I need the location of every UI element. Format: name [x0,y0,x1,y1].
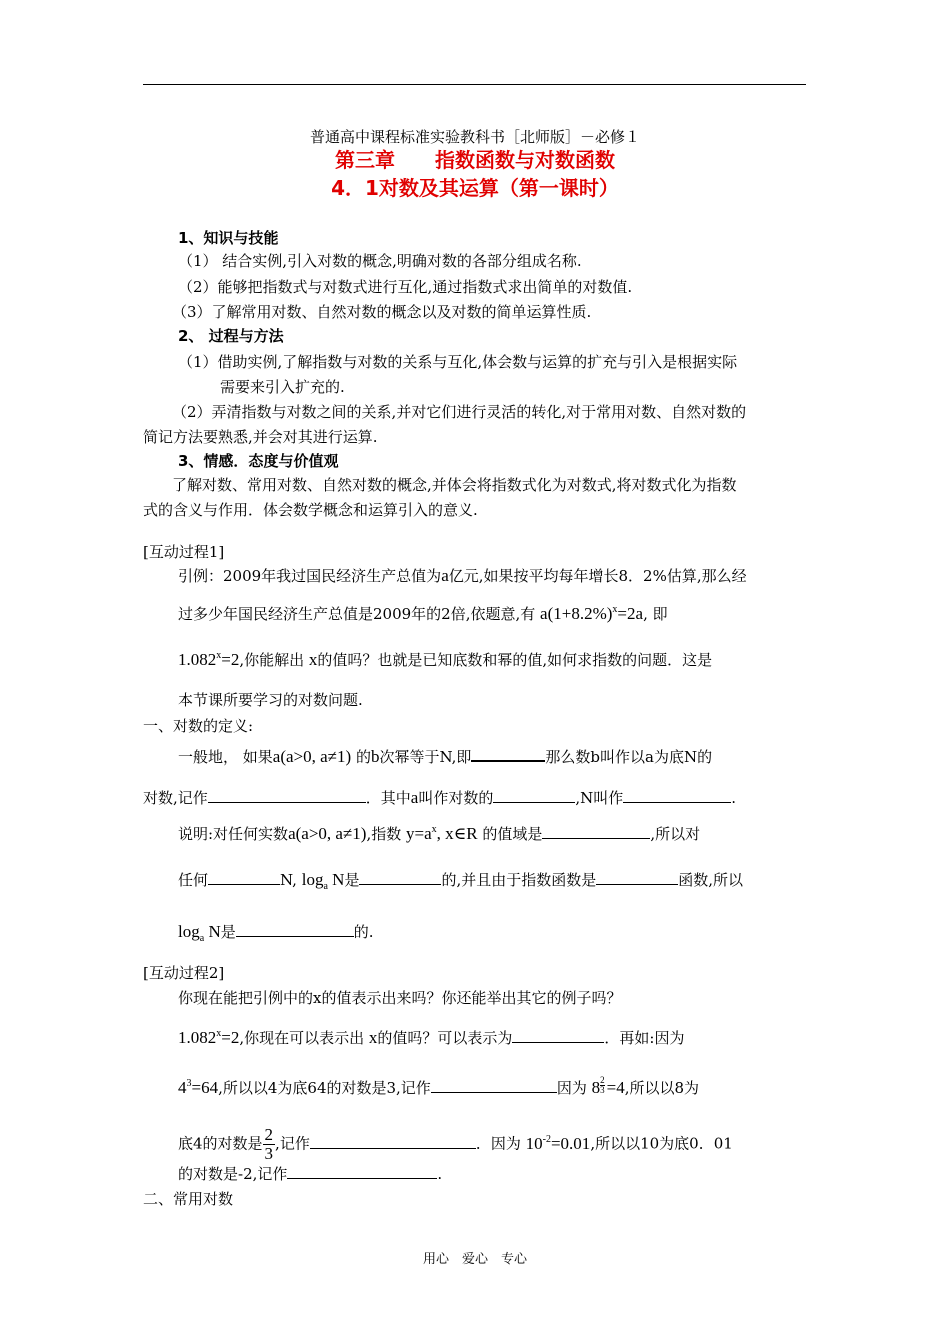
blank-log10-001[interactable] [287,1164,437,1179]
goal-3a: 了解对数、常用对数、自然对数的概念,并体会将指数式化为对数式,将对数式化为指数 [172,476,737,494]
blank-n-name[interactable] [623,788,731,803]
process2-line-2: $1.082^x=2$,你现在可以表示出 x的值吗？可以表示为 ．再如:因为 [178,1028,685,1047]
blank-function-type[interactable] [596,870,678,885]
process2-line-4: 底4的对数是 $\frac{2}{3}$ ,记作 ．因为 $10^{-2}=0.01$,所以以10为底0．01 [178,1125,733,1163]
goal-1-2: （2）能够把指数式与对数式进行互化,通过指数式求出简单的对数值. [178,278,633,296]
blank-log-uniqueness[interactable] [236,922,354,937]
equation-1082: $1.082^x=2$ [178,650,240,669]
header-rule [143,84,806,85]
blank-log8-4[interactable] [310,1134,476,1149]
process2-title: [互动过程2] [143,964,225,982]
goal-1-1: （1） 结合实例,引入对数的概念,明确对数的各部分组成名称. [178,252,582,270]
fraction-two-thirds: $\frac{2}{3}$ [264,1125,274,1163]
exponential-function: $y=a^x$, x∈R [406,824,478,843]
log-expression: $\log_a N$ [301,870,345,892]
equation-4-cubed: $4^3=64$ [178,1078,219,1097]
equation-10-power: $10^{-2}=0.01$ [525,1133,591,1153]
blank-range[interactable] [542,824,650,839]
definition-line-4: 任何 N, $\log_a N$是 的,并且由于指数函数是 函数,所以 [178,870,744,892]
goal-3b: 式的含义与作用．体会数学概念和运算引入的意义. [143,501,478,519]
chapter-title: 第三章 指数函数与对数函数 [335,148,615,172]
goal-2-2b: 简记方法要熟悉,并会对其进行运算. [143,428,378,446]
log-expression-2: $\log_a N$ [178,922,221,944]
blank-base-name[interactable] [493,788,575,803]
intro-line-1: 引例：2009年我过国民经济生产总值为a亿元,如果按平均每年增长8．2%估算,那么经 [178,566,747,585]
intro-line-2: 过多少年国民经济生产总值是2009年的2倍,依题意,有 $a(1+8.2\%)^x=2a$, 即 [178,604,668,623]
goal-1-3: （3）了解常用对数、自然对数的概念以及对数的简单运算性质. [172,303,592,321]
goal-2-1b: 需要来引入扩充的. [220,378,345,396]
equation-1082-b: $1.082^x=2$ [178,1028,240,1047]
definition-line-2: 对数,记作 ．其中a叫作对数的 ,N叫作 . [143,788,737,807]
intro-line-3: $1.082^x=2$,你能解出 x的值吗？也就是已知底数和幂的值,如何求指数的问题．这是 [178,650,713,669]
process2-line-3: $4^3=64$,所以以4为底64的对数是3,记作 因为 8 $\frac{2}{3}$ =4,所以以8为 [178,1075,700,1097]
blank-express-x[interactable] [512,1028,604,1043]
equation-growth: $a(1+8.2\%)^x=2a$ [540,604,644,623]
book-subtitle: 普通高中课程标准实验教科书［北师版］－必修１ [309,128,640,146]
intro-line-4: 本节课所要学习的对数问题. [178,691,363,709]
goal-2-2a: （2）弄清指数与对数之间的关系,并对它们进行灵活的转化,对于常用对数、自然对数的 [172,403,747,421]
equation-8-power: 8 $\frac{2}{3}$ =4 [591,1075,625,1097]
blank-any[interactable] [208,870,280,885]
process1-title: [互动过程1] [143,543,225,561]
process2-question: 你现在能把引例中的x的值表示出来吗？你还能举出其它的例子吗？ [178,989,622,1007]
page-footer: 用心 爱心 专心 [422,1252,527,1267]
blank-definition[interactable] [471,746,545,762]
lesson-title: 4．1对数及其运算（第一课时） [331,176,619,200]
goal-2-1a: （1）借助实例,了解指数与对数的关系与互化,体会数与运算的扩充与引入是根据实际 [178,353,738,371]
goal-heading-1: 1、知识与技能 [178,229,279,247]
process2-line-5: 的对数是-2,记作 . [178,1165,443,1183]
section2-title: 二、常用对数 [143,1190,234,1208]
definition-line-5: $\log_a N$是 的. [178,922,374,944]
goal-heading-3: 3、情感．态度与价值观 [178,452,339,470]
blank-log4-64[interactable] [431,1078,557,1093]
goal-heading-2: 2、 过程与方法 [178,327,284,345]
blank-notation[interactable] [208,788,366,803]
blank-log-property[interactable] [359,870,441,885]
definition-line-1: 一般地， 如果a(a>0, a≠1) 的b次幂等于N,即 那么数b叫作以a为底N的 [178,747,713,766]
definition-line-3: 说明:对任何实数a(a>0, a≠1),指数 $y=a^x$, x∈R 的值域是 ,所以对 [178,824,701,843]
section1-title: 一、对数的定义: [143,717,254,735]
